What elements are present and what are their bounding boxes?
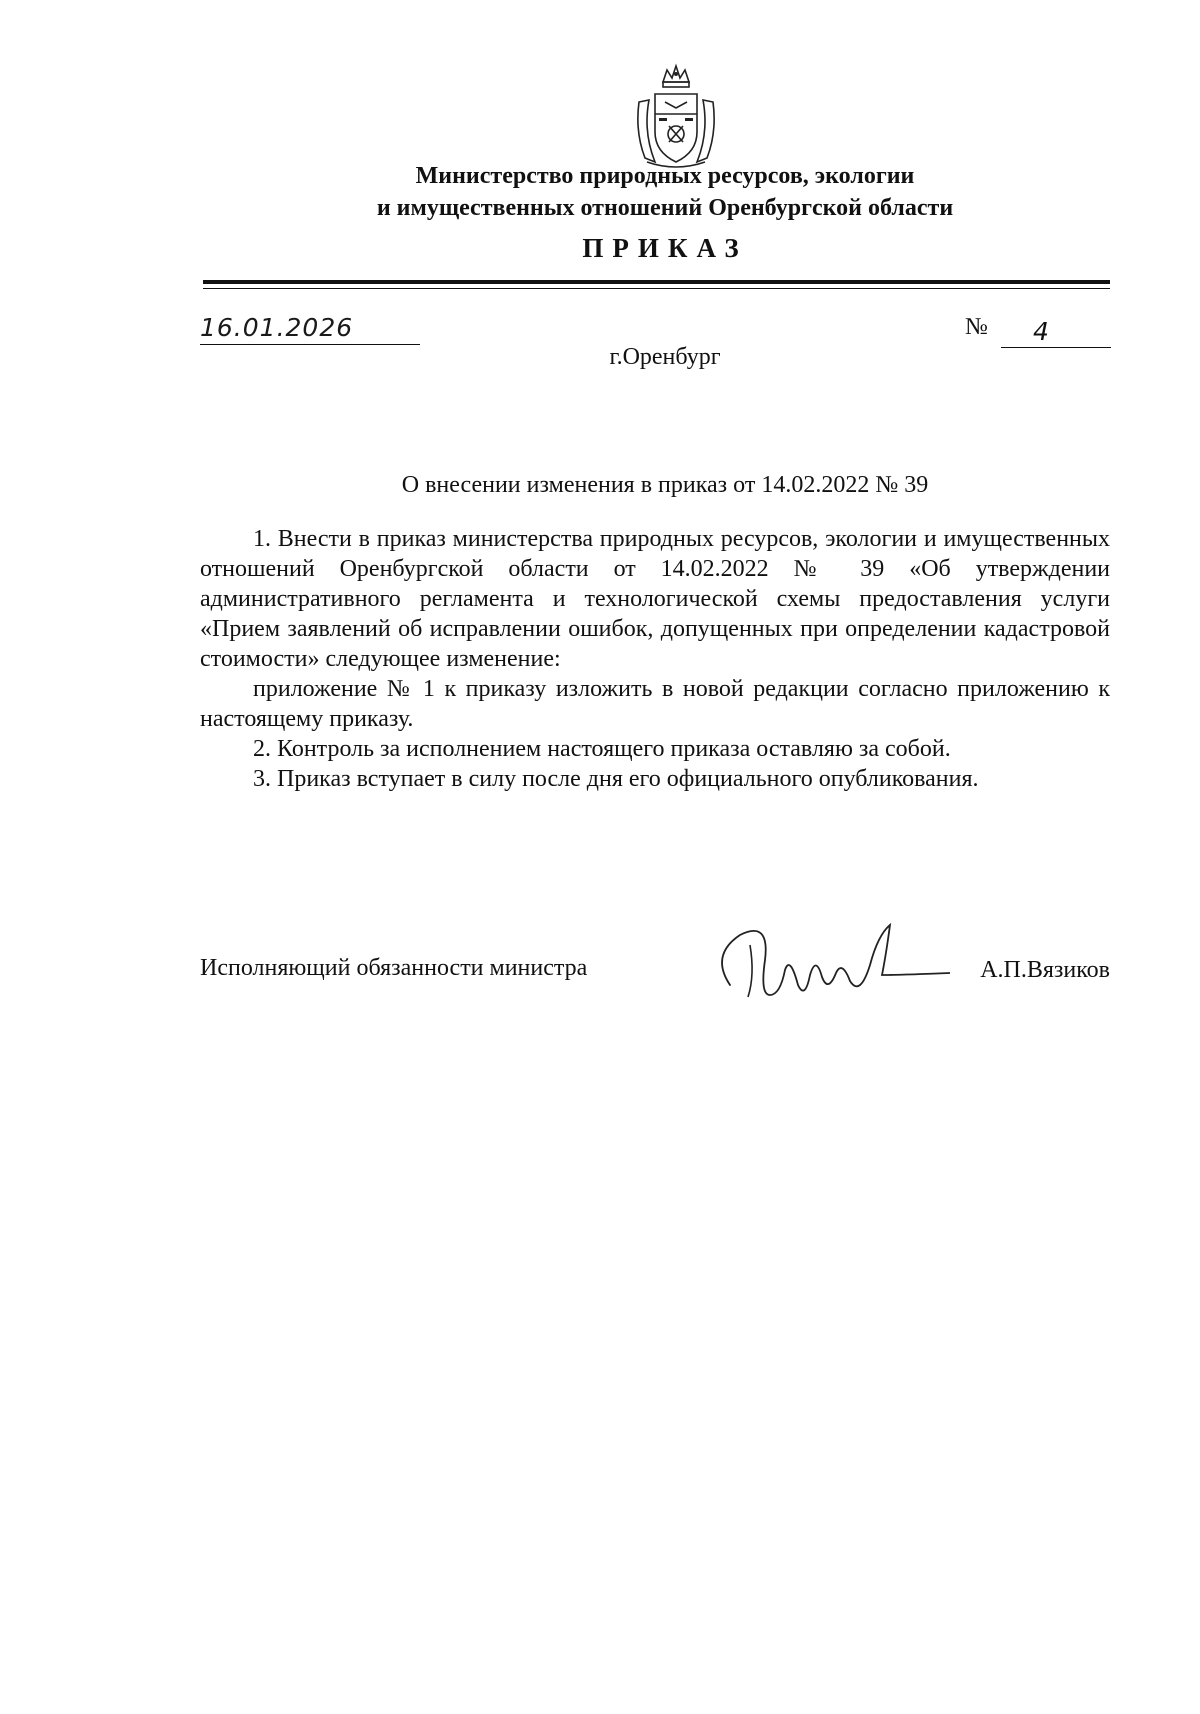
order-subject: О внесении изменения в приказ от 14.02.2022 № 39: [401, 472, 929, 498]
ministry-name: [200, 160, 1130, 224]
signatory-title: Исполняющий обязанности министра: [200, 955, 588, 981]
order-date-field: [200, 308, 420, 345]
order-date: 16.01.2026: [200, 313, 354, 342]
paragraph-4: 3. Приказ вступает в силу после дня его официального опубликования.: [253, 766, 979, 792]
city: г.Оренбург: [609, 344, 721, 370]
paragraph-1: 1. Внести в приказ министерства природных ресурсов, экологии и имущественных отношений Оренбургской области от 14.02.2022 № 39 «Об утверждении административного регламента и технологической схемы предоставления услуги «Прием заявлений об исправлении ошибок, допущенных при определении кадастровой стоимости» следующее изменение:: [200, 526, 1110, 672]
paragraph-3: 2. Контроль за исполнением настоящего приказа оставляю за собой.: [253, 736, 951, 762]
handwritten-signature: [710, 915, 950, 1005]
order-body: [200, 524, 1110, 794]
order-number: 4: [1033, 317, 1049, 346]
paragraph-2: приложение № 1 к приказу изложить в новой редакции согласно приложению к настоящему приказу.: [200, 676, 1110, 732]
number-sign: №: [965, 314, 988, 340]
header-divider-thin: [203, 288, 1110, 289]
order-number-field: [965, 312, 1111, 348]
order-title: ПРИКАЗ: [582, 233, 748, 263]
ministry-name-line2: и имущественных отношений Оренбургской области: [376, 195, 954, 221]
signatory-name: А.П.Вязиков: [980, 957, 1110, 983]
header-divider-thick: [203, 280, 1110, 284]
coat-of-arms-icon: [625, 62, 727, 170]
ministry-name-line1: Министерство природных ресурсов, экологии: [415, 163, 915, 189]
